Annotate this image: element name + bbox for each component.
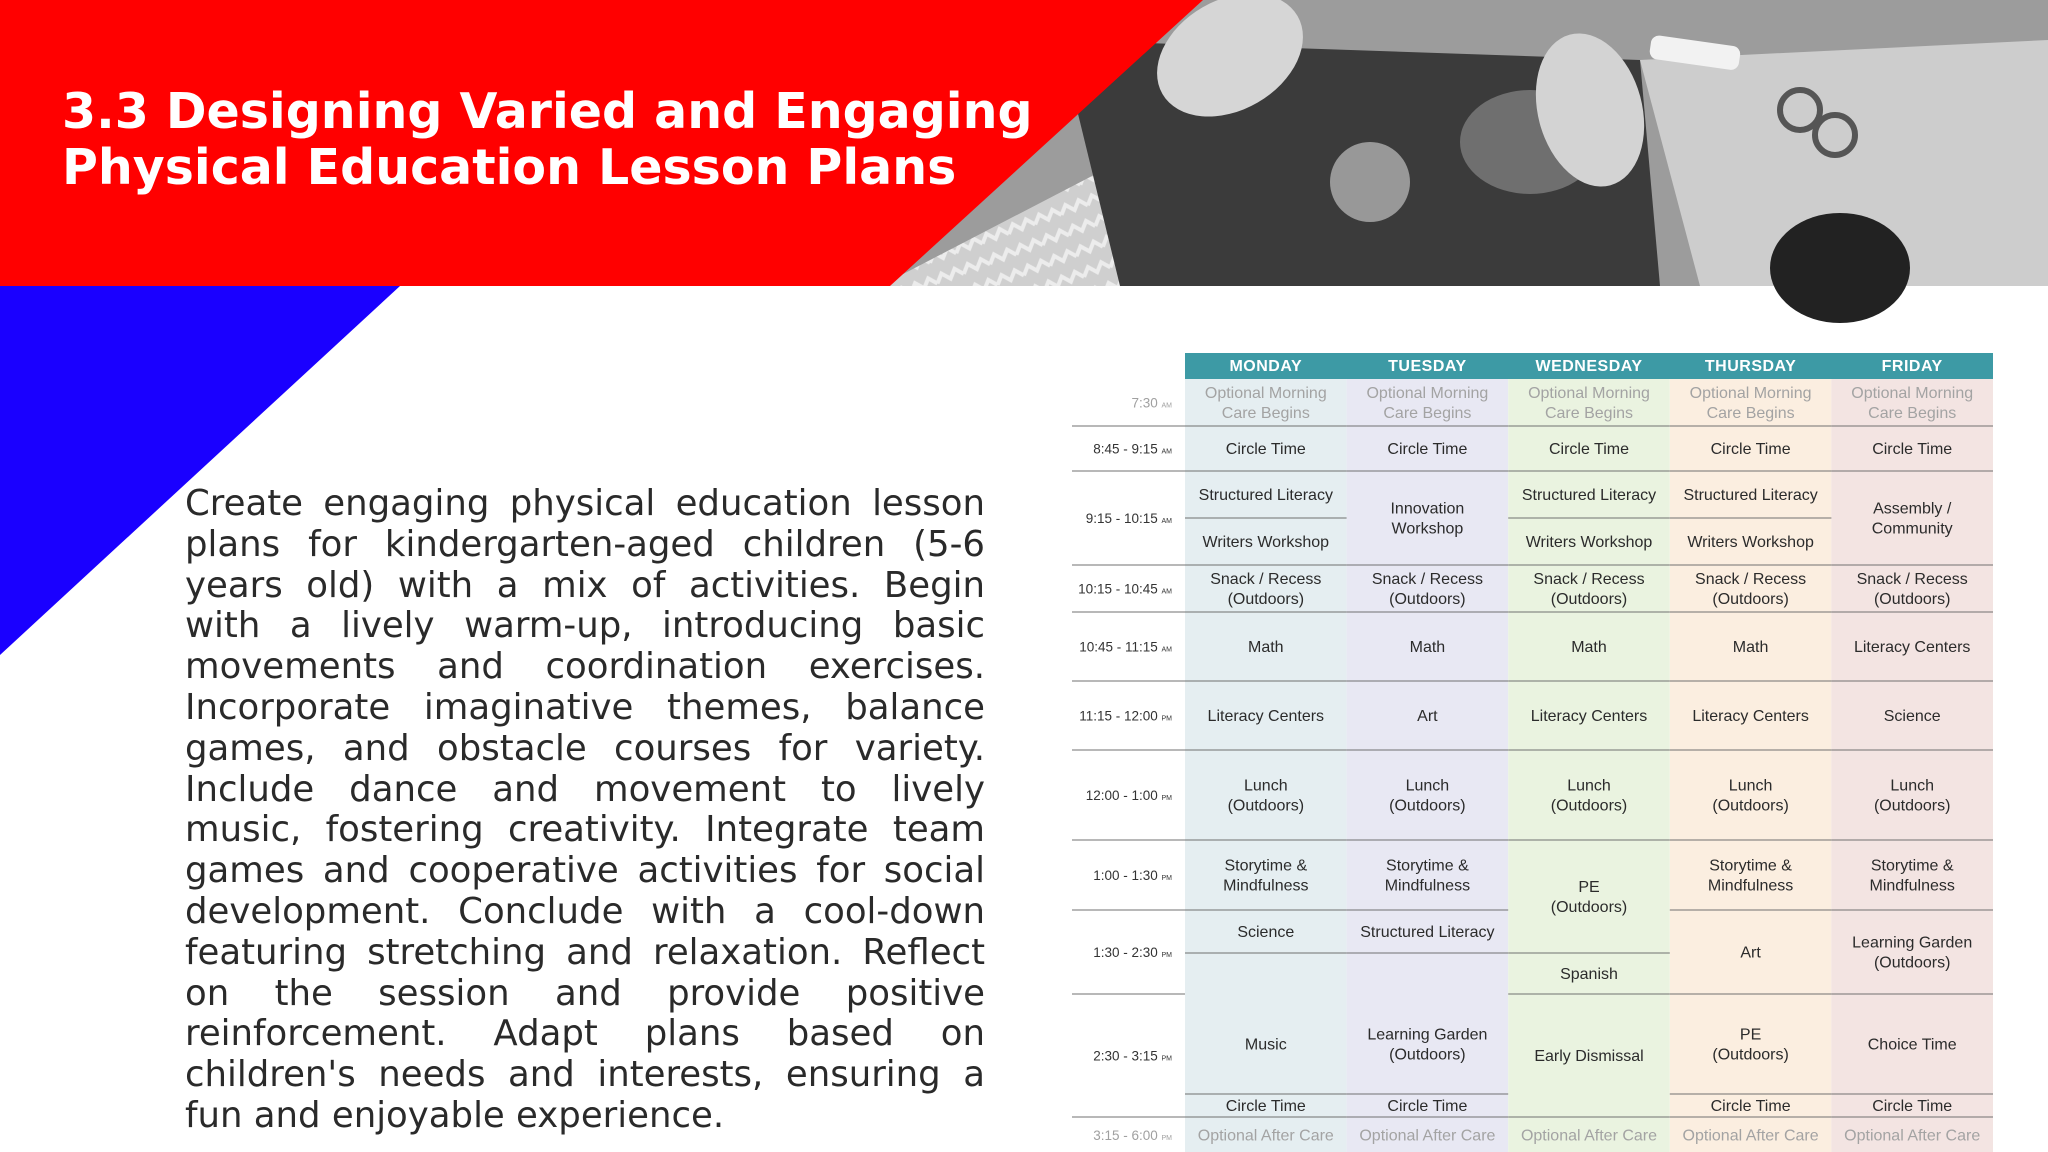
schedule-cell-text: Snack / Recess <box>1210 571 1322 588</box>
schedule-cell-text: Optional After Care <box>1844 1127 1981 1145</box>
schedule-cell-text: Literacy Centers <box>1853 639 1971 656</box>
schedule-cell-text: Writers Workshop <box>1202 534 1330 551</box>
schedule-cell-text: Care Begins <box>1706 405 1795 422</box>
schedule-cell-text: Snack / Recess <box>1371 571 1483 588</box>
schedule-cell-text: Circle Time <box>1387 1098 1468 1115</box>
schedule-cell-text: Optional Morning <box>1528 385 1650 402</box>
weekly-schedule-table <box>1072 353 1993 1145</box>
schedule-cell-text: (Outdoors) <box>1389 1046 1466 1064</box>
schedule-cell-text: Lunch <box>1244 777 1288 795</box>
schedule-cell-text: Optional Morning <box>1204 385 1327 402</box>
schedule-cell-text: Learning Garden <box>1367 1026 1488 1044</box>
time-label: 1:00 - 1:30 PM <box>1093 868 1172 883</box>
schedule-cell-text: Optional After Care <box>1359 1127 1496 1145</box>
schedule-cell-text: Art <box>1417 708 1438 725</box>
day-header-monday: MONDAY <box>1229 358 1303 375</box>
schedule-cell-text: (Outdoors) <box>1550 591 1628 608</box>
schedule-cell-text: Science <box>1883 708 1941 725</box>
schedule-cell-text: Writers Workshop <box>1525 534 1653 551</box>
day-header-wednesday: WEDNESDAY <box>1535 358 1643 375</box>
schedule-cell-text: (Outdoors) <box>1712 591 1789 608</box>
schedule-cell-text: Storytime & <box>1709 857 1792 875</box>
schedule-cell-text: Workshop <box>1391 520 1464 538</box>
schedule-cell-text: Optional After Care <box>1197 1127 1334 1145</box>
schedule-cell-text: Choice Time <box>1867 1036 1957 1054</box>
schedule-cell-text: Early Dismissal <box>1534 1048 1644 1065</box>
schedule-cell-text: Math <box>1409 639 1446 656</box>
schedule-cell-text: Optional After Care <box>1520 1127 1658 1145</box>
schedule-cell-text: Optional Morning <box>1851 385 1974 402</box>
time-label: 10:15 - 10:45 AM <box>1078 581 1172 597</box>
schedule-cell-text: Assembly / <box>1873 500 1952 518</box>
schedule-cell-text: PE <box>1578 879 1600 896</box>
schedule-cell-text: Circle Time <box>1548 441 1630 458</box>
schedule-cell-text: (Outdoors) <box>1389 797 1466 815</box>
title-line-2: Physical Education Lesson Plans <box>62 139 957 196</box>
schedule-cell-text: Lunch <box>1405 777 1450 795</box>
schedule-cell-text: Circle Time <box>1710 441 1791 458</box>
schedule-cell-text: (Outdoors) <box>1550 797 1628 815</box>
schedule-cell-text: Structured Literacy <box>1683 487 1818 504</box>
schedule-cell-text: Circle Time <box>1225 441 1306 458</box>
schedule-cell-text: Math <box>1571 639 1607 656</box>
schedule-cell-text: (Outdoors) <box>1550 899 1628 916</box>
schedule-cell-text: Mindfulness <box>1384 877 1471 895</box>
schedule-cell-text: Community <box>1871 520 1953 538</box>
schedule-cell-text: Snack / Recess <box>1856 571 1968 588</box>
time-label: 12:00 - 1:00 PM <box>1085 788 1172 803</box>
schedule-cell-text: Care Begins <box>1544 405 1634 422</box>
schedule-cell-text: Circle Time <box>1387 441 1468 458</box>
time-label: 11:15 - 12:00 PM <box>1079 708 1172 724</box>
slide-title <box>62 84 1033 196</box>
schedule-cell-text: Math <box>1248 639 1284 656</box>
time-label: 2:30 - 3:15 PM <box>1093 1048 1172 1064</box>
schedule-cell-text: Lunch <box>1728 777 1773 795</box>
schedule-cell-text: Lunch <box>1890 777 1934 795</box>
schedule-cell-text: (Outdoors) <box>1712 1046 1789 1064</box>
schedule-cell-text: (Outdoors) <box>1873 591 1951 608</box>
schedule-cell-text: Art <box>1740 944 1761 962</box>
schedule-cell-text: Circle Time <box>1225 1098 1306 1115</box>
schedule-cell-text: (Outdoors) <box>1227 591 1305 608</box>
time-label: 7:30 AM <box>1131 395 1172 411</box>
time-label: 1:30 - 2:30 PM <box>1093 945 1172 960</box>
schedule-cell-text: Structured Literacy <box>1360 924 1495 941</box>
schedule-cell-text: Storytime & <box>1386 857 1469 875</box>
schedule-cell-text: Lunch <box>1567 777 1611 795</box>
schedule-cell-text: Innovation <box>1390 500 1465 518</box>
schedule-cell-text: Structured Literacy <box>1198 487 1333 504</box>
schedule-cell-text: Care Begins <box>1383 405 1472 422</box>
schedule-cell-text: Mindfulness <box>1223 877 1309 895</box>
schedule-cell-text: Storytime & <box>1870 857 1954 875</box>
schedule-cell-text: Literacy Centers <box>1692 708 1809 725</box>
paper-circle <box>1330 142 1410 222</box>
schedule-cell-text: Circle Time <box>1872 1098 1953 1115</box>
schedule-cell-text: Care Begins <box>1868 405 1957 422</box>
schedule-cell-text: Optional Morning <box>1366 385 1489 402</box>
schedule-cell-text: Music <box>1244 1036 1287 1054</box>
cutout-hole <box>1770 213 1910 323</box>
lesson-plan-description: Create engaging physical education lesson plans for kindergarten-aged children (5-6 years old) with a mix of activities. Begin with a lively warm-up, introducing basic movements and coordination exercises. Incorporate imaginative themes, balance games, and obstacle courses for variety. Include dance and movement to lively music, fostering creativity. Integrate team games and cooperative activities for social development. Conclude with a cool-down featuring stretching and relaxation. Reflect on the session and provide positive reinforcement. Adapt plans based on children's needs and interests, ensuring a fun and enjoyable experience. <box>185 483 985 1136</box>
schedule-cell-text: PE <box>1739 1026 1762 1044</box>
time-label: 9:15 - 10:15 AM <box>1085 511 1172 526</box>
schedule-cell-text: (Outdoors) <box>1873 797 1951 815</box>
schedule-cell-text: Storytime & <box>1224 857 1308 875</box>
schedule-cell-text: Optional After Care <box>1682 1127 1819 1145</box>
schedule-cell-text: Literacy Centers <box>1207 708 1325 725</box>
time-label: 3:15 - 6:00 PM <box>1093 1128 1172 1143</box>
schedule-cell-text: Spanish <box>1560 966 1618 983</box>
schedule-cell-text: (Outdoors) <box>1712 797 1789 815</box>
schedule-cell-text: Learning Garden <box>1852 934 1973 952</box>
title-line-1: 3.3 Designing Varied and Engaging <box>62 83 1033 140</box>
schedule-cell-text: Mindfulness <box>1707 877 1794 895</box>
day-header-friday: FRIDAY <box>1881 358 1943 375</box>
schedule-cell-text: Literacy Centers <box>1530 708 1648 725</box>
schedule-cell-text: Snack / Recess <box>1695 571 1807 588</box>
schedule-cell-text: Circle Time <box>1710 1098 1791 1115</box>
day-header-tuesday: TUESDAY <box>1388 358 1467 375</box>
schedule-cell-text: (Outdoors) <box>1227 797 1305 815</box>
schedule-cell-text: (Outdoors) <box>1873 954 1951 972</box>
schedule-cell-text: Structured Literacy <box>1521 487 1657 504</box>
time-label: 10:45 - 11:15 AM <box>1079 639 1172 655</box>
schedule-cell-text: Writers Workshop <box>1687 534 1814 551</box>
schedule-cell-text: (Outdoors) <box>1389 591 1466 608</box>
schedule-cell-text: Mindfulness <box>1869 877 1955 895</box>
schedule-cell-text: Math <box>1732 639 1769 656</box>
schedule-cell-text: Circle Time <box>1872 441 1953 458</box>
schedule-cell-text: Optional Morning <box>1689 385 1812 402</box>
day-header-thursday: THURSDAY <box>1704 358 1797 375</box>
schedule-cell-text: Science <box>1237 924 1295 941</box>
schedule-cell-text: Care Begins <box>1221 405 1310 422</box>
schedule-cell-text: Snack / Recess <box>1533 571 1645 588</box>
time-label: 8:45 - 9:15 AM <box>1093 441 1172 457</box>
